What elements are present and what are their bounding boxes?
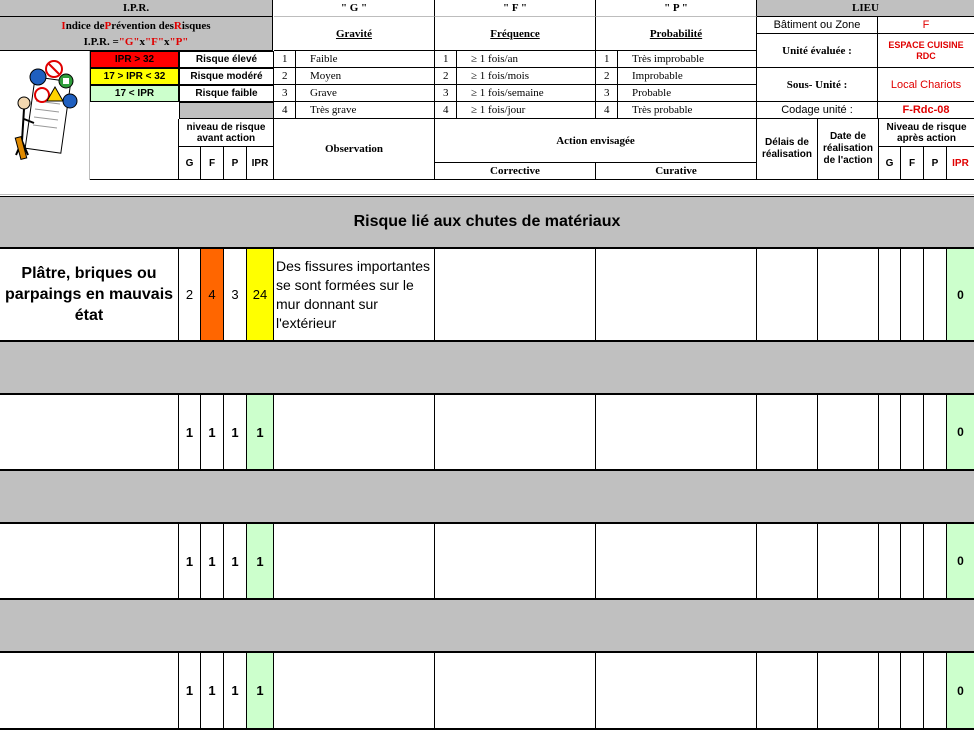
- g-scale-num-1: 1: [274, 51, 296, 68]
- col-ipr-after-header: IPR: [947, 147, 974, 180]
- ipr-sub-2: révention des: [111, 19, 174, 32]
- f-scale-label-2: ≥ 1 fois/mois: [457, 68, 596, 85]
- col-corrective-header: Corrective: [435, 163, 596, 180]
- row-4-f-value: 1: [201, 653, 224, 730]
- col-ipr-header: IPR: [247, 147, 274, 180]
- row-1-ipr-value: 24: [247, 249, 274, 342]
- row-1-cur[interactable]: [596, 249, 757, 342]
- g-scale-num-3: 3: [274, 85, 296, 102]
- ipr-sub-i: I: [61, 19, 66, 32]
- legend-range-high: IPR > 32: [90, 51, 179, 68]
- sous-unite-label: Sous- Unité :: [757, 68, 878, 102]
- g-scale-num-2: 2: [274, 68, 296, 85]
- row-3-ipr-after-value: 0: [947, 524, 974, 600]
- row-2-ga[interactable]: [879, 395, 901, 471]
- f-scale-label-4: ≥ 1 fois/jour: [457, 102, 596, 119]
- row-1-f-value: 4: [201, 249, 224, 342]
- col-g-header: G: [179, 147, 201, 180]
- row-2-observation: [274, 395, 435, 471]
- niveau-avant-header: niveau de risque avant action: [179, 119, 274, 147]
- ipr-sub-1: ndice de: [65, 19, 105, 32]
- row-2-delais[interactable]: [757, 395, 818, 471]
- f-scale-label-3: ≥ 1 fois/semaine: [457, 85, 596, 102]
- separator-band: [0, 471, 974, 524]
- row-3-ipr-value: 1: [247, 524, 274, 600]
- p-scale-label-1: Très improbable: [618, 51, 757, 68]
- f-subtitle: Fréquence: [435, 17, 596, 51]
- ipr-sub-p: P: [104, 19, 112, 32]
- f-title: " F ": [435, 0, 596, 17]
- p-scale-num-1: 1: [596, 51, 618, 68]
- g-scale-label-1: Faible: [296, 51, 435, 68]
- lieu-title: LIEU: [757, 0, 974, 17]
- legend-label-medium: Risque modéré: [179, 68, 274, 85]
- row-2-fa[interactable]: [901, 395, 924, 471]
- formula-f: "F": [145, 36, 164, 48]
- niveau-apres-header: Niveau de risque après action: [879, 119, 974, 147]
- row-4-ipr-value: 1: [247, 653, 274, 730]
- col-curative-header: Curative: [596, 163, 757, 180]
- col-date-header: Date de réalisation de l'action: [818, 119, 879, 180]
- row-3-date[interactable]: [818, 524, 879, 600]
- row-1-ipr-after-value: 0: [947, 249, 974, 342]
- row-2-corr[interactable]: [435, 395, 596, 471]
- row-3-cur[interactable]: [596, 524, 757, 600]
- row-4-g-value: 1: [179, 653, 201, 730]
- p-scale-num-4: 4: [596, 102, 618, 119]
- ipr-sub-r: R: [173, 19, 182, 32]
- row-4-date[interactable]: [818, 653, 879, 730]
- separator-band: [0, 600, 974, 653]
- unite-label: Unité évaluée :: [757, 34, 878, 68]
- p-title: " P ": [596, 0, 757, 17]
- row-2-date[interactable]: [818, 395, 879, 471]
- f-scale-num-2: 2: [435, 68, 457, 85]
- row-3-delais[interactable]: [757, 524, 818, 600]
- col-f-after-header: F: [901, 147, 924, 180]
- row-1-pa[interactable]: [924, 249, 947, 342]
- g-subtitle: Gravité: [274, 17, 435, 51]
- row-4-corr[interactable]: [435, 653, 596, 730]
- unite-value: ESPACE CUISINE RDC: [878, 34, 974, 68]
- spacer-row: [0, 180, 974, 195]
- col-observation-header: Observation: [274, 119, 435, 180]
- row-3-observation: [274, 524, 435, 600]
- row-4-cur[interactable]: [596, 653, 757, 730]
- p-scale-num-3: 3: [596, 85, 618, 102]
- col-p-header: P: [224, 147, 247, 180]
- row-2-risk-label: [0, 395, 179, 471]
- legend-label-high: Risque élevé: [179, 51, 274, 68]
- row-3-fa[interactable]: [901, 524, 924, 600]
- section-title: Risque lié aux chutes de matériaux: [0, 196, 974, 249]
- batiment-label: Bâtiment ou Zone: [757, 17, 878, 34]
- legend-range-medium: 17 > IPR < 32: [90, 68, 179, 85]
- p-scale-label-2: Improbable: [618, 68, 757, 85]
- g-scale-label-3: Grave: [296, 85, 435, 102]
- row-4-delais[interactable]: [757, 653, 818, 730]
- col-g-after-header: G: [879, 147, 901, 180]
- row-1-delais[interactable]: [757, 249, 818, 342]
- safety-illustration: [0, 51, 90, 180]
- separator-band: [0, 342, 974, 395]
- col-f-header: F: [201, 147, 224, 180]
- batiment-value: F: [878, 17, 974, 34]
- formula-g: "G": [118, 36, 140, 48]
- col-delais-header: Délais de réalisation: [757, 119, 818, 180]
- g-scale-num-4: 4: [274, 102, 296, 119]
- g-scale-label-4: Très grave: [296, 102, 435, 119]
- row-2-f-value: 1: [201, 395, 224, 471]
- sous-unite-value: Local Chariots: [878, 68, 974, 102]
- formula-x2: x: [163, 36, 170, 48]
- g-scale-label-2: Moyen: [296, 68, 435, 85]
- col-action-header: Action envisagée: [435, 119, 757, 163]
- row-4-fa[interactable]: [901, 653, 924, 730]
- codage-label: Codage unité :: [757, 102, 878, 119]
- legend-range-low: 17 < IPR: [90, 85, 179, 102]
- row-1-p-value: 3: [224, 249, 247, 342]
- ipr-title: I.P.R.: [0, 0, 273, 17]
- row-1-corr[interactable]: [435, 249, 596, 342]
- formula-part-0: I.P.R. =: [83, 36, 119, 48]
- row-1-observation: Des fissures importantes se sont formées sur le mur donnant sur l'extérieur: [274, 249, 435, 342]
- row-1-fa[interactable]: [901, 249, 924, 342]
- row-4-risk-label: [0, 653, 179, 730]
- row-1-g-value: 2: [179, 249, 201, 342]
- row-3-corr[interactable]: [435, 524, 596, 600]
- p-scale-label-3: Probable: [618, 85, 757, 102]
- row-2-ipr-after-value: 0: [947, 395, 974, 471]
- f-scale-num-1: 1: [435, 51, 457, 68]
- codage-value: F-Rdc-08: [878, 102, 974, 119]
- formula-x1: x: [139, 36, 146, 48]
- row-4-ipr-after-value: 0: [947, 653, 974, 730]
- legend-label-low: Risque faible: [179, 85, 274, 102]
- header-empty-cell: [90, 119, 179, 180]
- legend-gray-cell: [179, 102, 274, 119]
- f-scale-num-4: 4: [435, 102, 457, 119]
- row-4-pa[interactable]: [924, 653, 947, 730]
- p-subtitle: Probabilité: [596, 17, 757, 51]
- ipr-subtitle: [0, 17, 273, 34]
- row-4-observation: [274, 653, 435, 730]
- f-scale-num-3: 3: [435, 85, 457, 102]
- row-4-p-value: 1: [224, 653, 247, 730]
- row-2-p-value: 1: [224, 395, 247, 471]
- row-1-ga[interactable]: [879, 249, 901, 342]
- row-3-ga[interactable]: [879, 524, 901, 600]
- row-1-date[interactable]: [818, 249, 879, 342]
- row-2-pa[interactable]: [924, 395, 947, 471]
- row-2-cur[interactable]: [596, 395, 757, 471]
- row-3-pa[interactable]: [924, 524, 947, 600]
- g-title: " G ": [274, 0, 435, 17]
- row-3-g-value: 1: [179, 524, 201, 600]
- row-3-risk-label: [0, 524, 179, 600]
- f-scale-label-1: ≥ 1 fois/an: [457, 51, 596, 68]
- row-2-ipr-value: 1: [247, 395, 274, 471]
- row-3-f-value: 1: [201, 524, 224, 600]
- row-2-g-value: 1: [179, 395, 201, 471]
- p-scale-num-2: 2: [596, 68, 618, 85]
- p-scale-label-4: Très probable: [618, 102, 757, 119]
- ipr-sub-3: isques: [181, 19, 211, 32]
- row-4-ga[interactable]: [879, 653, 901, 730]
- ipr-formula: [0, 34, 273, 51]
- row-3-p-value: 1: [224, 524, 247, 600]
- col-p-after-header: P: [924, 147, 947, 180]
- row-1-risk-label: Plâtre, briques ou parpaings en mauvais état: [0, 249, 179, 342]
- formula-p: "P": [169, 36, 189, 48]
